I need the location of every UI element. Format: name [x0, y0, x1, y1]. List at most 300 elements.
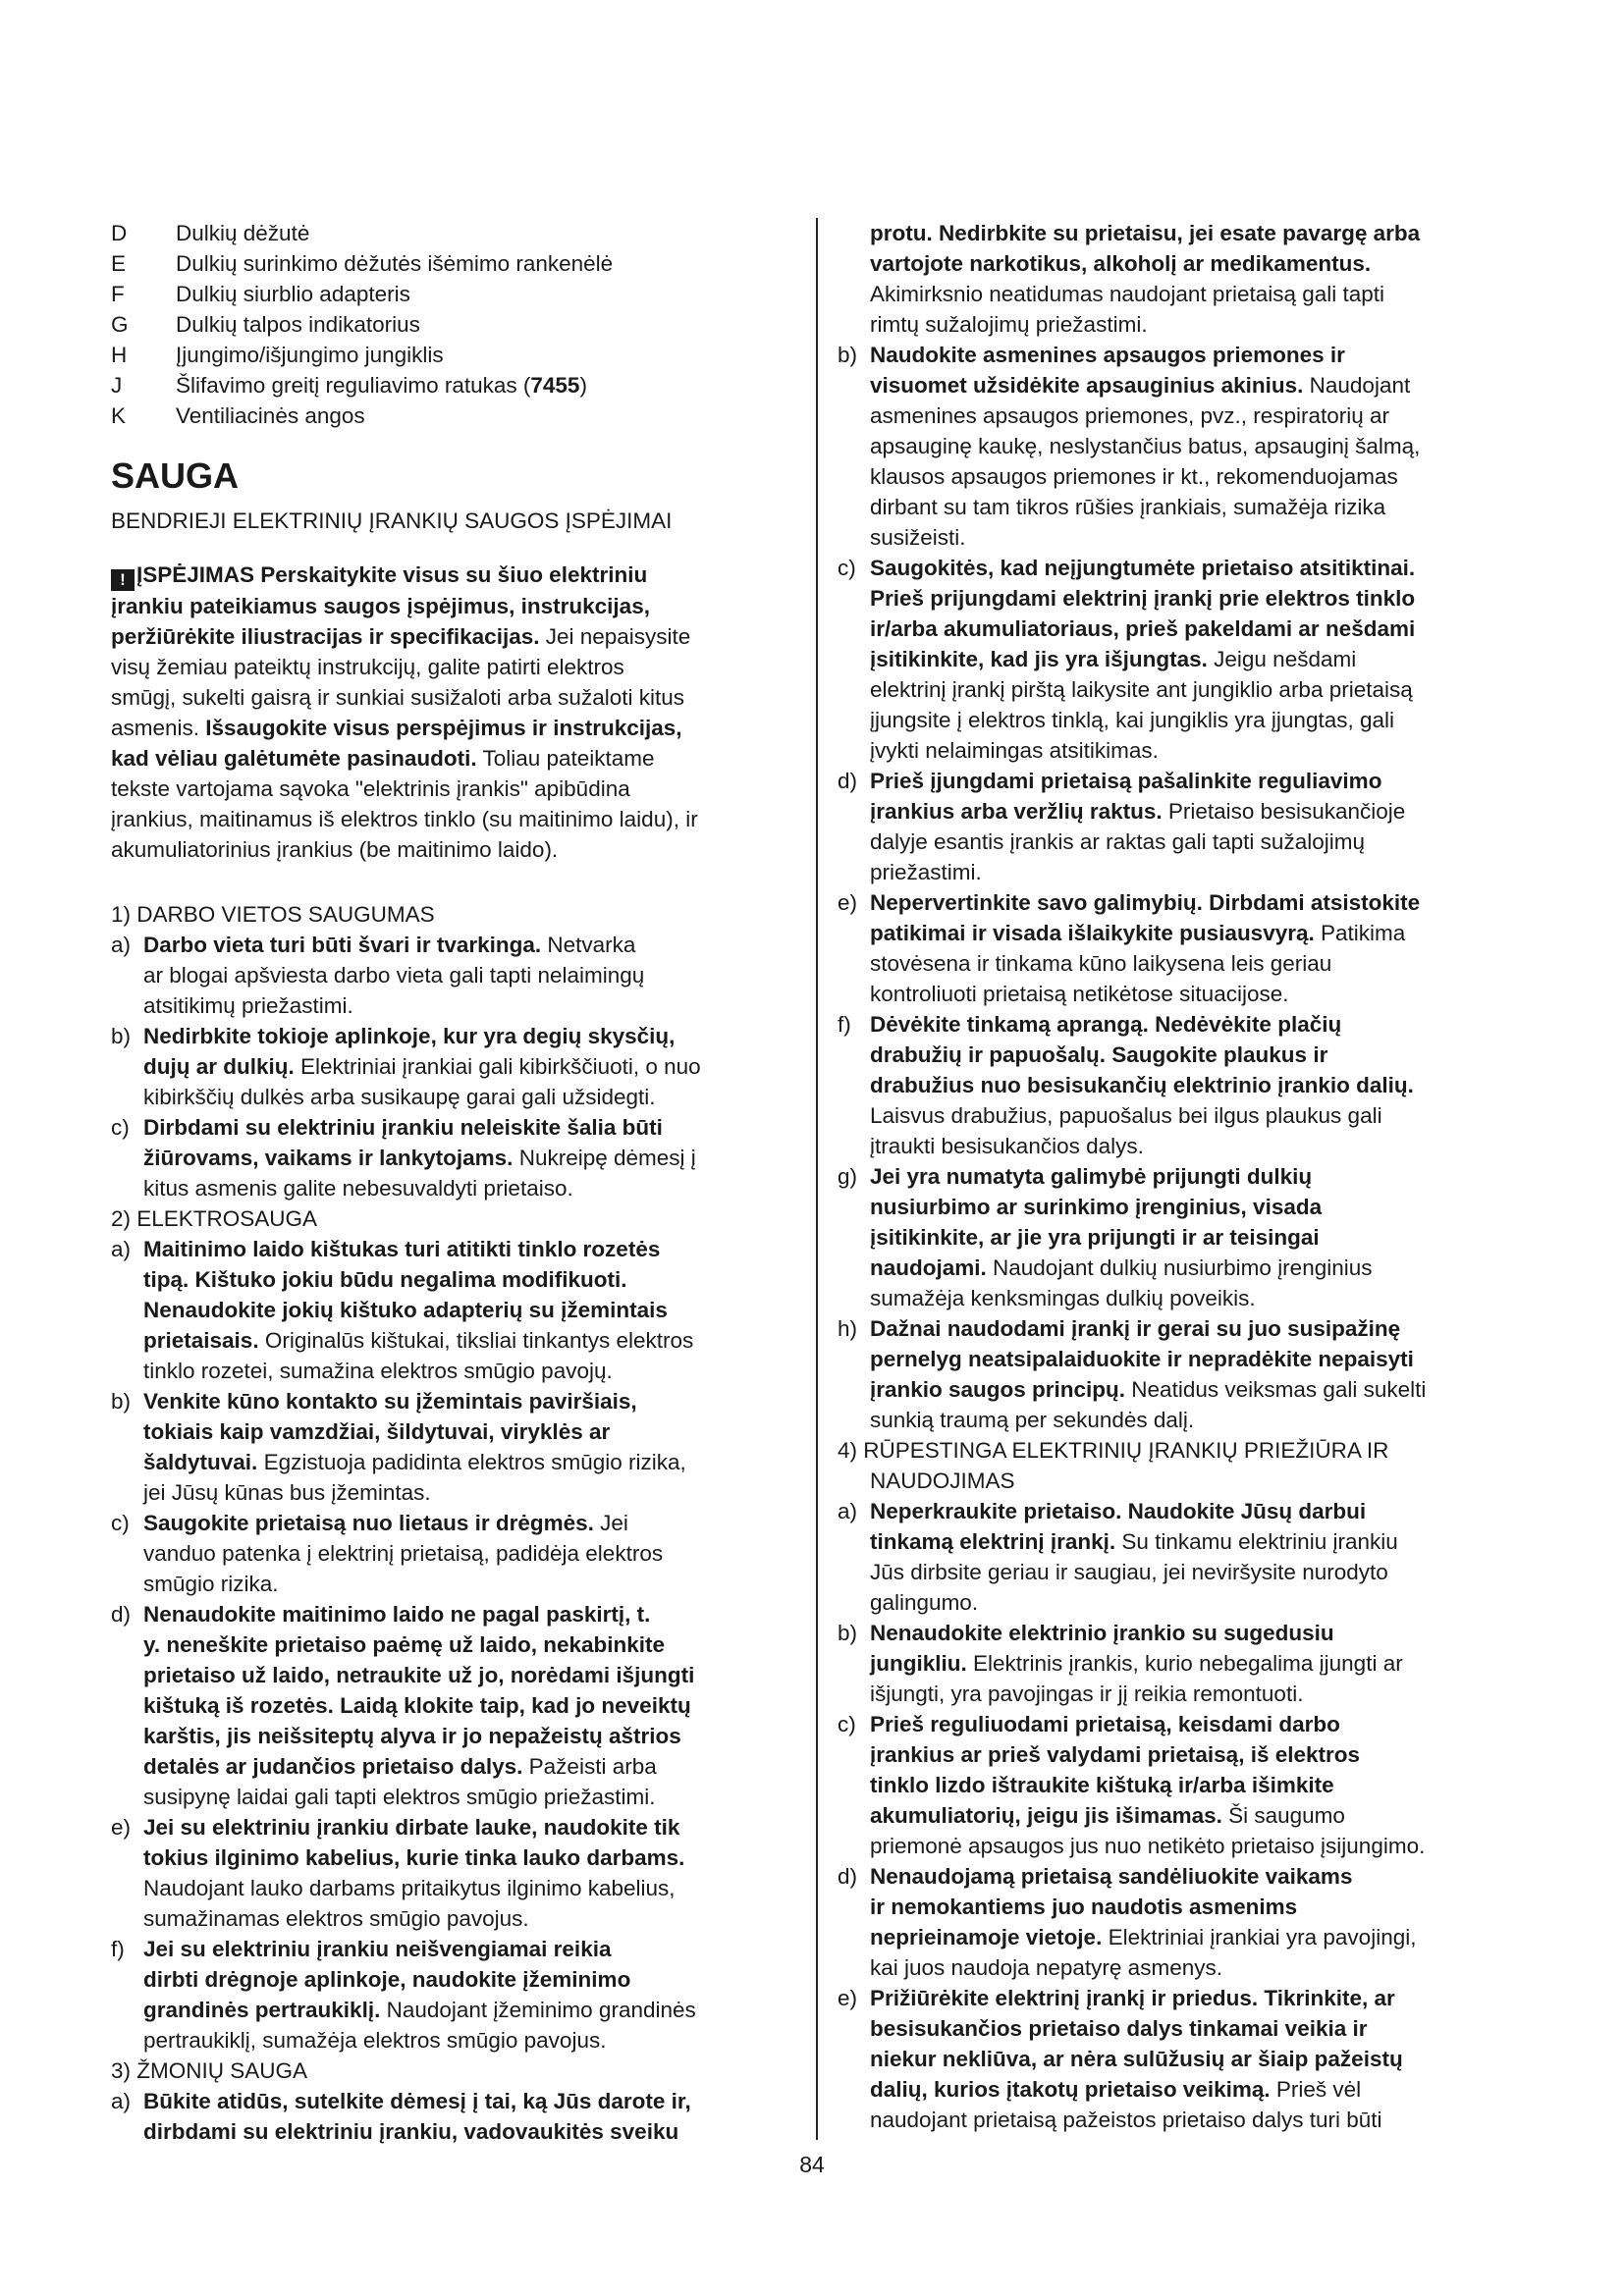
instruction-item: [838, 766, 1525, 887]
text-line: [143, 990, 793, 1021]
bold-text: peržiūrėkite iliustracijas ir specifikacijas.: [111, 624, 540, 649]
text-line: [870, 705, 1525, 735]
plain-text: dirbant su tam tikros rūšies įrankiais, sumažėja rizika: [870, 495, 1386, 519]
plain-text: tekste vartojama sąvoka "elektrinis įrankis" apibūdina: [111, 776, 630, 801]
general-warning: [111, 560, 793, 865]
text-line: [870, 614, 1525, 644]
legend-item: [111, 248, 793, 279]
text-line: [143, 930, 793, 960]
plain-text: Elektriniai įrankiai gali kibirkščiuoti, o nuo: [294, 1054, 701, 1079]
bold-text: dalių, kurios įtakotų prietaiso veikimą.: [870, 2077, 1271, 2102]
legend-text: [176, 340, 444, 370]
text-line: [870, 461, 1525, 492]
legend-label: Dulkių surinkimo dėžutės išėmimo rankenėlė: [176, 251, 614, 276]
text-line: [143, 1295, 793, 1325]
plain-text: asmenines apsaugos priemones, pvz., respiratorių ar: [870, 403, 1390, 428]
item-label: h): [838, 1316, 858, 1341]
item-label: b): [838, 343, 858, 367]
text-line: [143, 1325, 793, 1356]
text-line: [143, 1447, 793, 1477]
text-line: [870, 431, 1525, 461]
instruction-item: [111, 1508, 793, 1599]
item-text: [143, 1112, 793, 1203]
item-text: [143, 1934, 793, 2056]
plain-text: Elektrinis įrankis, kurio nebegalima įjungti ar: [966, 1651, 1403, 1676]
item-text: [143, 1234, 793, 1386]
plain-text: klausos apsaugos priemones ir kt., rekomenduojamas: [870, 464, 1398, 489]
plain-text: galingumo.: [870, 1590, 979, 1615]
plain-text: Toliau pateiktame: [476, 746, 655, 771]
plain-text: elektrinį įrankį pirštą laikysite ant jungiklio arba prietaisą: [870, 677, 1413, 702]
plain-text: kai juos naudoja nepatyrę asmenys.: [870, 1955, 1222, 1980]
bold-text: Saugokite prietaisą nuo lietaus ir drėgmės.: [143, 1511, 594, 1535]
bold-text: ĮSPĖJIMAS Perskaitykite visus su šiuo elektriniu: [136, 562, 648, 587]
text-line: [111, 560, 793, 591]
text-line: [143, 2025, 793, 2056]
legend-item: [111, 309, 793, 340]
bold-text: kištuką iš rozetės. Laidą klokite taip, kad jo neveiktų: [143, 1693, 691, 1718]
item-label: c): [111, 1115, 130, 1140]
bold-text: y. neneškite prietaiso paėmę už laido, nekabinkite: [143, 1632, 666, 1657]
text-line: [111, 621, 793, 652]
legend-suffix: ): [579, 373, 587, 398]
text-line: [143, 1842, 793, 1873]
section-heading: 2) ELEKTROSAUGA: [111, 1206, 318, 1231]
bold-text: įsitikinkite, ar jie yra prijungti ir ar teisingai: [870, 1225, 1320, 1250]
text-line: [143, 1995, 793, 2025]
bold-text: protu. Nedirbkite su prietaisu, jei esate pavargę arba: [870, 221, 1421, 245]
plain-text: visų žemiau pateiktų instrukcijų, galite patirti elektros: [111, 655, 624, 679]
item-label: d): [838, 769, 858, 793]
plain-text: pertraukiklį, sumažėja elektros smūgio pavojus.: [143, 2028, 607, 2053]
text-line: [143, 1508, 793, 1538]
text-line: [870, 1526, 1525, 1557]
plain-text: Jei nepaisysite: [539, 624, 691, 649]
bold-text: prietaiso už laido, netraukite už jo, norėdami išjungti: [143, 1663, 695, 1687]
text-line: [870, 1283, 1525, 1313]
text-line: [870, 279, 1525, 309]
text-line: [870, 1679, 1525, 1709]
item-label: f): [111, 1937, 125, 1961]
bold-text: Dažnai naudodami įrankį ir gerai su juo susipažinę: [870, 1316, 1401, 1341]
item-text: [870, 1009, 1525, 1161]
bold-text: neprieinamoje vietoje.: [870, 1925, 1103, 1949]
text-line: [870, 1800, 1525, 1831]
text-line: [870, 2013, 1525, 2044]
plain-text: Ši saugumo: [1221, 1803, 1345, 1828]
item-text: [870, 1861, 1525, 1983]
text-line: [143, 1112, 793, 1143]
plain-text: Prieš vėl: [1270, 2077, 1362, 2102]
item-label: c): [111, 1511, 130, 1535]
plain-text: apsauginę kaukę, neslystančius batus, apsauginį šalmą,: [870, 434, 1421, 458]
legend-label: Ventiliacinės angos: [176, 403, 365, 428]
bold-text: Jei su elektriniu įrankiu dirbate lauke, naudokite tik: [143, 1815, 680, 1840]
bold-text: Jei yra numatyta galimybė prijungti dulkių: [870, 1164, 1313, 1189]
bold-text: įrankio saugos principų.: [870, 1377, 1126, 1402]
text-line: [870, 553, 1525, 583]
text-line: [143, 1873, 793, 1903]
item-label: c): [838, 556, 856, 580]
legend-label: Dulkių talpos indikatorius: [176, 312, 420, 337]
bold-text: Nenaudokite jokių kištuko adapterių su įžemintais: [143, 1298, 668, 1322]
bold-text: vartojote narkotikus, alkoholį ar medikamentus.: [870, 251, 1372, 276]
text-line: [870, 796, 1525, 827]
plain-text: vanduo patenka į elektrinį prietaisą, padidėja elektros: [143, 1541, 664, 1566]
text-line: [870, 735, 1525, 766]
legend-item: [111, 218, 793, 248]
item-text: [870, 1496, 1525, 1618]
legend-text: [176, 279, 410, 309]
legend-item: [111, 279, 793, 309]
plain-text: Neatidus veiksmas gali sukelti: [1125, 1377, 1427, 1402]
plain-text: Pažeisti arba: [522, 1754, 657, 1779]
text-line: [870, 2105, 1525, 2135]
text-line: [870, 644, 1525, 674]
bold-text: Naudokite asmenines apsaugos priemones ir: [870, 343, 1345, 367]
section-heading: 3) ŽMONIŲ SAUGA: [111, 2058, 308, 2083]
legend-item: [111, 340, 793, 370]
instruction-item: [838, 218, 1525, 340]
bold-text: Dirbdami su elektriniu įrankiu neleiskite šalia būti: [143, 1115, 663, 1140]
bold-text: Saugokitės, kad neįjungtumėte prietaiso atsitiktinai.: [870, 556, 1416, 580]
legend-item: [111, 370, 793, 400]
text-line: [111, 743, 793, 774]
bold-text: besisukančios prietaiso dalys tinkamai veikia ir: [870, 2016, 1368, 2041]
bold-text: nusiurbimo ar surinkimo įrenginius, visada: [870, 1195, 1323, 1219]
text-line: [870, 1739, 1525, 1770]
text-line: [111, 834, 793, 865]
plain-text: Nukreipę dėmesį į: [513, 1146, 696, 1170]
text-line: [870, 1070, 1525, 1100]
plain-text: priemonė apsaugos jus nuo netikėto prietaiso įsijungimo.: [870, 1834, 1426, 1858]
text-line: [870, 1861, 1525, 1892]
plain-text: Elektriniai įrankiai yra pavojingi,: [1102, 1925, 1417, 1949]
item-text: [143, 930, 793, 1021]
item-label: f): [838, 1012, 851, 1037]
item-text: [870, 1983, 1525, 2135]
bold-text: Jei su elektriniu įrankiu neišvengiamai reikia: [143, 1937, 612, 1961]
plain-text: Netvarka: [541, 933, 636, 957]
text-line: [870, 1405, 1525, 1435]
bold-text: jungikliu.: [870, 1651, 967, 1676]
item-label: a): [111, 933, 132, 957]
item-text: [870, 1161, 1525, 1313]
text-line: [870, 1587, 1525, 1618]
bold-text: karštis, jis neišsiteptų alyva ir jo nepažeistų aštrios: [143, 1724, 681, 1748]
left-instructions: [111, 899, 793, 2147]
instruction-item: [111, 1934, 793, 2056]
text-line: [870, 1618, 1525, 1648]
text-line: [870, 918, 1525, 948]
bold-text: ir/arba akumuliatoriaus, prieš pakeldami ar nešdami: [870, 616, 1416, 641]
item-label: b): [111, 1389, 132, 1414]
bold-text: Nenaudokite elektrinio įrankio su sugedusiu: [870, 1621, 1334, 1645]
text-line: [143, 1903, 793, 1934]
text-line: [870, 766, 1525, 796]
text-line: [143, 1477, 793, 1508]
item-label: e): [838, 1986, 858, 2010]
right-column: [838, 218, 1525, 2135]
text-line: [143, 1569, 793, 1599]
text-line: [870, 1313, 1525, 1344]
text-line: [870, 1831, 1525, 1861]
instruction-item: [838, 1618, 1525, 1709]
left-column: [111, 218, 793, 2147]
bold-text: Išsaugokite visus perspėjimus ir instrukcijas,: [205, 716, 682, 740]
bold-text: Neperkraukite prietaiso. Naudokite Jūsų darbui: [870, 1499, 1367, 1523]
bold-text: Prieš reguliuodami prietaisą, keisdami darbo: [870, 1712, 1340, 1736]
legend-text: [176, 218, 309, 248]
item-text: [143, 1599, 793, 1812]
text-line: [111, 591, 793, 621]
plain-text: Naudojant įžeminimo grandinės: [380, 1998, 696, 2022]
text-line: [870, 1131, 1525, 1161]
plain-text: sumažinamas elektros smūgio pavojus.: [143, 1906, 529, 1931]
bold-text: Nenaudojamą prietaisą sandėliuokite vaikams: [870, 1864, 1353, 1889]
plain-text: tinklo rozetei, sumažina elektros smūgio pavojų.: [143, 1359, 613, 1383]
text-line: [870, 522, 1525, 553]
plain-text: Akimirksnio neatidumas naudojant prietaisą gali tapti: [870, 282, 1385, 306]
bold-text: Būkite atidūs, sutelkite dėmesį į tai, ką Jūs darote ir,: [143, 2089, 691, 2113]
subsection-title: BENDRIEJI ELEKTRINIŲ ĮRANKIŲ SAUGOS ĮSPĖJIMAI: [111, 508, 673, 533]
text-line: [870, 979, 1525, 1009]
plain-text: smūgį, sukelti gaisrą ir sunkiai susižaloti arba sužaloti kitus: [111, 685, 684, 710]
plain-text: akumuliatorinius įrankius (be maitinimo laido).: [111, 837, 559, 862]
section-heading: 1) DARBO VIETOS SAUGUMAS: [111, 902, 435, 927]
bold-text: Maitinimo laido kištukas turi atitikti tinklo rozetės: [143, 1237, 661, 1261]
text-line: [870, 1192, 1525, 1222]
item-label: d): [111, 1602, 132, 1627]
text-line: [870, 1100, 1525, 1131]
plain-text: dalyje esantis įrankis ar raktas gali tapti sužalojimų: [870, 829, 1365, 854]
item-text: [870, 218, 1525, 340]
plain-text: kontroliuoti prietaisą netikėtose situacijose.: [870, 982, 1289, 1006]
bold-text: dujų ar dulkių.: [143, 1054, 295, 1079]
bold-text: detalės ar judančios prietaiso dalys.: [143, 1754, 523, 1779]
legend-model: 7455: [530, 373, 580, 398]
text-line: [143, 1721, 793, 1751]
text-line: [870, 309, 1525, 340]
plain-text: rimtų sužalojimų priežastimi.: [870, 312, 1148, 337]
bold-text: grandinės pertraukiklį.: [143, 1998, 381, 2022]
text-line: [870, 1374, 1525, 1405]
item-text: [870, 553, 1525, 766]
text-line: [870, 492, 1525, 522]
plain-text: susipynę laidai gali tapti elektros smūgio priežastimi.: [143, 1785, 656, 1809]
text-line: [143, 1812, 793, 1842]
bold-text: tipą. Kištuko jokiu būdu negalima modifikuoti.: [143, 1267, 627, 1292]
plain-text: kibirkščių dulkės arba susikaupę garai gali užsidegti.: [143, 1085, 656, 1109]
plain-text: atsitikimų priežastimi.: [143, 993, 353, 1018]
plain-text: įvykti nelaimingas atsitikimas.: [870, 738, 1159, 763]
instruction-item: [838, 1496, 1525, 1618]
text-line: [143, 1173, 793, 1203]
bold-text: įsitikinkite, kad jis yra išjungtas.: [870, 647, 1208, 671]
text-line: [143, 2116, 793, 2147]
bold-text: žiūrovams, vaikams ir lankytojams.: [143, 1146, 514, 1170]
text-line: [143, 1599, 793, 1629]
legend-text: [176, 400, 365, 431]
text-line: [143, 1234, 793, 1264]
bold-text: šaldytuvai.: [143, 1450, 258, 1474]
text-line: [870, 400, 1525, 431]
plain-text: įjungsite į elektros tinklą, kai jungiklis yra įjungtas, gali: [870, 708, 1395, 732]
plain-text: smūgio rizika.: [143, 1572, 279, 1596]
instruction-item: [111, 1234, 793, 1386]
item-text: [143, 1508, 793, 1599]
plain-text: sunkią traumą per sekundės dalį.: [870, 1408, 1195, 1432]
instruction-item: [838, 1009, 1525, 1161]
plain-text: sumažėja kenksmingas dulkių poveikis.: [870, 1286, 1256, 1310]
bold-text: tinkamą elektrinį įrankį.: [870, 1529, 1116, 1554]
legend-label: Dulkių siurblio adapteris: [176, 282, 410, 306]
bold-text: įrankius arba veržlių raktus.: [870, 799, 1163, 824]
plain-text: priežastimi.: [870, 860, 982, 884]
page-number: 84: [799, 2152, 825, 2177]
item-text: [143, 1021, 793, 1112]
text-line: [870, 1648, 1525, 1679]
text-line: [870, 218, 1525, 248]
item-text: [870, 1709, 1525, 1861]
bold-text: Nedirbkite tokioje aplinkoje, kur yra degių skysčių,: [143, 1024, 676, 1048]
instruction-item: [111, 1112, 793, 1203]
item-label: g): [838, 1164, 858, 1189]
right-instructions: [838, 218, 1525, 2135]
bold-text: pernelyg neatsipalaiduokite ir nepradėkite nepaisyti: [870, 1347, 1414, 1371]
item-text: [870, 1618, 1525, 1709]
item-text: [870, 340, 1525, 553]
bold-text: naudojami.: [870, 1255, 987, 1280]
text-line: [870, 1557, 1525, 1587]
text-line: [870, 2044, 1525, 2074]
plain-text: ar blogai apšviesta darbo vieta gali tapti nelaimingų: [143, 963, 645, 988]
legend-label: Dulkių dėžutė: [176, 221, 310, 245]
text-line: [143, 2086, 793, 2116]
text-line: [870, 2074, 1525, 2105]
legend-key: K: [111, 403, 127, 428]
item-text: [870, 1313, 1525, 1435]
plain-text: kitus asmenis galite nebesuvaldyti prietaiso.: [143, 1176, 573, 1201]
text-line: [143, 1660, 793, 1690]
bold-text: Prieš įjungdami prietaisą pašalinkite reguliavimo: [870, 769, 1382, 793]
instruction-item: [838, 887, 1525, 1009]
text-line: [143, 1934, 793, 1964]
text-line: [870, 1496, 1525, 1526]
plain-text: Jūs dirbsite geriau ir saugiau, jei neviršysite nurodyto: [870, 1560, 1388, 1584]
text-line: [143, 1964, 793, 1995]
instruction-item: [111, 1386, 793, 1508]
item-text: [143, 1386, 793, 1508]
instruction-item: [111, 930, 793, 1021]
text-line: [111, 652, 793, 682]
plain-text: įtraukti besisukančios dalys.: [870, 1134, 1144, 1158]
section-title: SAUGA: [111, 455, 240, 496]
text-line: [870, 1952, 1525, 1983]
item-label: a): [838, 1499, 858, 1523]
plain-text: Patikima: [1314, 921, 1406, 945]
bold-text: dirbti drėgnoje aplinkoje, naudokite įžeminimo: [143, 1967, 631, 1992]
legend-label: Šlifavimo greitį reguliavimo ratukas (: [176, 373, 531, 398]
legend-item: [111, 400, 793, 431]
instruction-item: [838, 1861, 1525, 1983]
text-line: [111, 804, 793, 834]
heading-line: 4) RŪPESTINGA ELEKTRINIŲ ĮRANKIŲ PRIEŽIŪRA IR: [838, 1438, 1389, 1463]
item-label: d): [838, 1864, 858, 1889]
bold-text: tokius ilginimo kabelius, kurie tinka lauko darbams.: [143, 1845, 685, 1870]
legend-label: Įjungimo/išjungimo jungiklis: [176, 343, 444, 367]
item-text: [143, 1812, 793, 1934]
instruction-item: [838, 340, 1525, 553]
legend-text: [176, 309, 420, 340]
bold-text: įrankiu pateikiamus saugos įspėjimus, instrukcijas,: [111, 594, 650, 618]
instruction-item: [111, 2086, 793, 2147]
legend-text: [176, 248, 613, 279]
text-line: [143, 1386, 793, 1416]
bold-text: drabužius nuo besisukančių elektrinio įrankio dalių.: [870, 1073, 1414, 1097]
bold-text: ir nemokantiems juo naudotis asmenims: [870, 1895, 1298, 1919]
plain-text: Naudojant: [1303, 373, 1411, 398]
item-text: [870, 887, 1525, 1009]
instruction-item: [838, 1983, 1525, 2135]
plain-text: įrankius, maitinamus iš elektros tinklo (su maitinimo laidu), ir: [111, 807, 698, 831]
instruction-item: [111, 1021, 793, 1112]
text-line: [143, 1264, 793, 1295]
text-line: [870, 370, 1525, 400]
text-line: [143, 1143, 793, 1173]
legend-key: J: [111, 373, 123, 398]
plain-text: jei Jūsų kūnas bus įžemintas.: [143, 1480, 431, 1505]
plain-text: susižeisti.: [870, 525, 966, 550]
bold-text: dirbdami su elektriniu įrankiu, vadovaukitės sveiku: [143, 2119, 679, 2144]
item-label: a): [111, 1237, 132, 1261]
bold-text: Venkite kūno kontakto su įžemintais paviršiais,: [143, 1389, 637, 1414]
item-label: c): [838, 1712, 856, 1736]
bold-text: Dėvėkite tinkamą aprangą. Nedėvėkite plačių: [870, 1012, 1342, 1037]
item-text: [870, 766, 1525, 887]
plain-text: naudojant prietaisą pažeistos prietaiso dalys turi būti: [870, 2108, 1382, 2132]
text-line: [870, 1040, 1525, 1070]
legend-key: G: [111, 312, 129, 337]
text-line: [111, 774, 793, 804]
bold-text: Prieš prijungdami elektrinį įrankį prie elektros tinklo: [870, 586, 1416, 611]
bold-text: visuomet užsidėkite apsauginius akinius.: [870, 373, 1304, 398]
text-line: [111, 713, 793, 743]
plain-text: išjungti, yra pavojingas ir jį reikia remontuoti.: [870, 1682, 1304, 1706]
item-label: b): [838, 1621, 858, 1645]
warning-triangle-icon: !: [111, 569, 135, 591]
text-line: [870, 1922, 1525, 1952]
text-line: [143, 1782, 793, 1812]
bold-text: tokiais kaip vamzdžiai, šildytuvai, viryklės ar: [143, 1419, 611, 1444]
plain-text: Jei: [593, 1511, 628, 1535]
legend-key: D: [111, 221, 128, 245]
bold-text: Darbo vieta turi būti švari ir tvarkinga.: [143, 933, 542, 957]
plain-text: Naudojant dulkių nusiurbimo įrenginius: [986, 1255, 1373, 1280]
instruction-item: [838, 553, 1525, 766]
text-line: [143, 1021, 793, 1051]
bold-text: akumuliatorių, jeigu jis išimamas.: [870, 1803, 1222, 1828]
bold-text: niekur nekliūva, ar nėra sulūžusių ar šiaip pažeistų: [870, 2047, 1403, 2071]
component-legend: [111, 218, 793, 431]
item-label: [838, 218, 870, 340]
plain-text: Jeigu nešdami: [1207, 647, 1357, 671]
text-line: [143, 1538, 793, 1569]
item-label: e): [111, 1815, 132, 1840]
plain-text: stovėsena ir tinkama kūno laikysena leis geriau: [870, 951, 1332, 976]
text-line: [143, 1629, 793, 1660]
text-line: [111, 682, 793, 713]
